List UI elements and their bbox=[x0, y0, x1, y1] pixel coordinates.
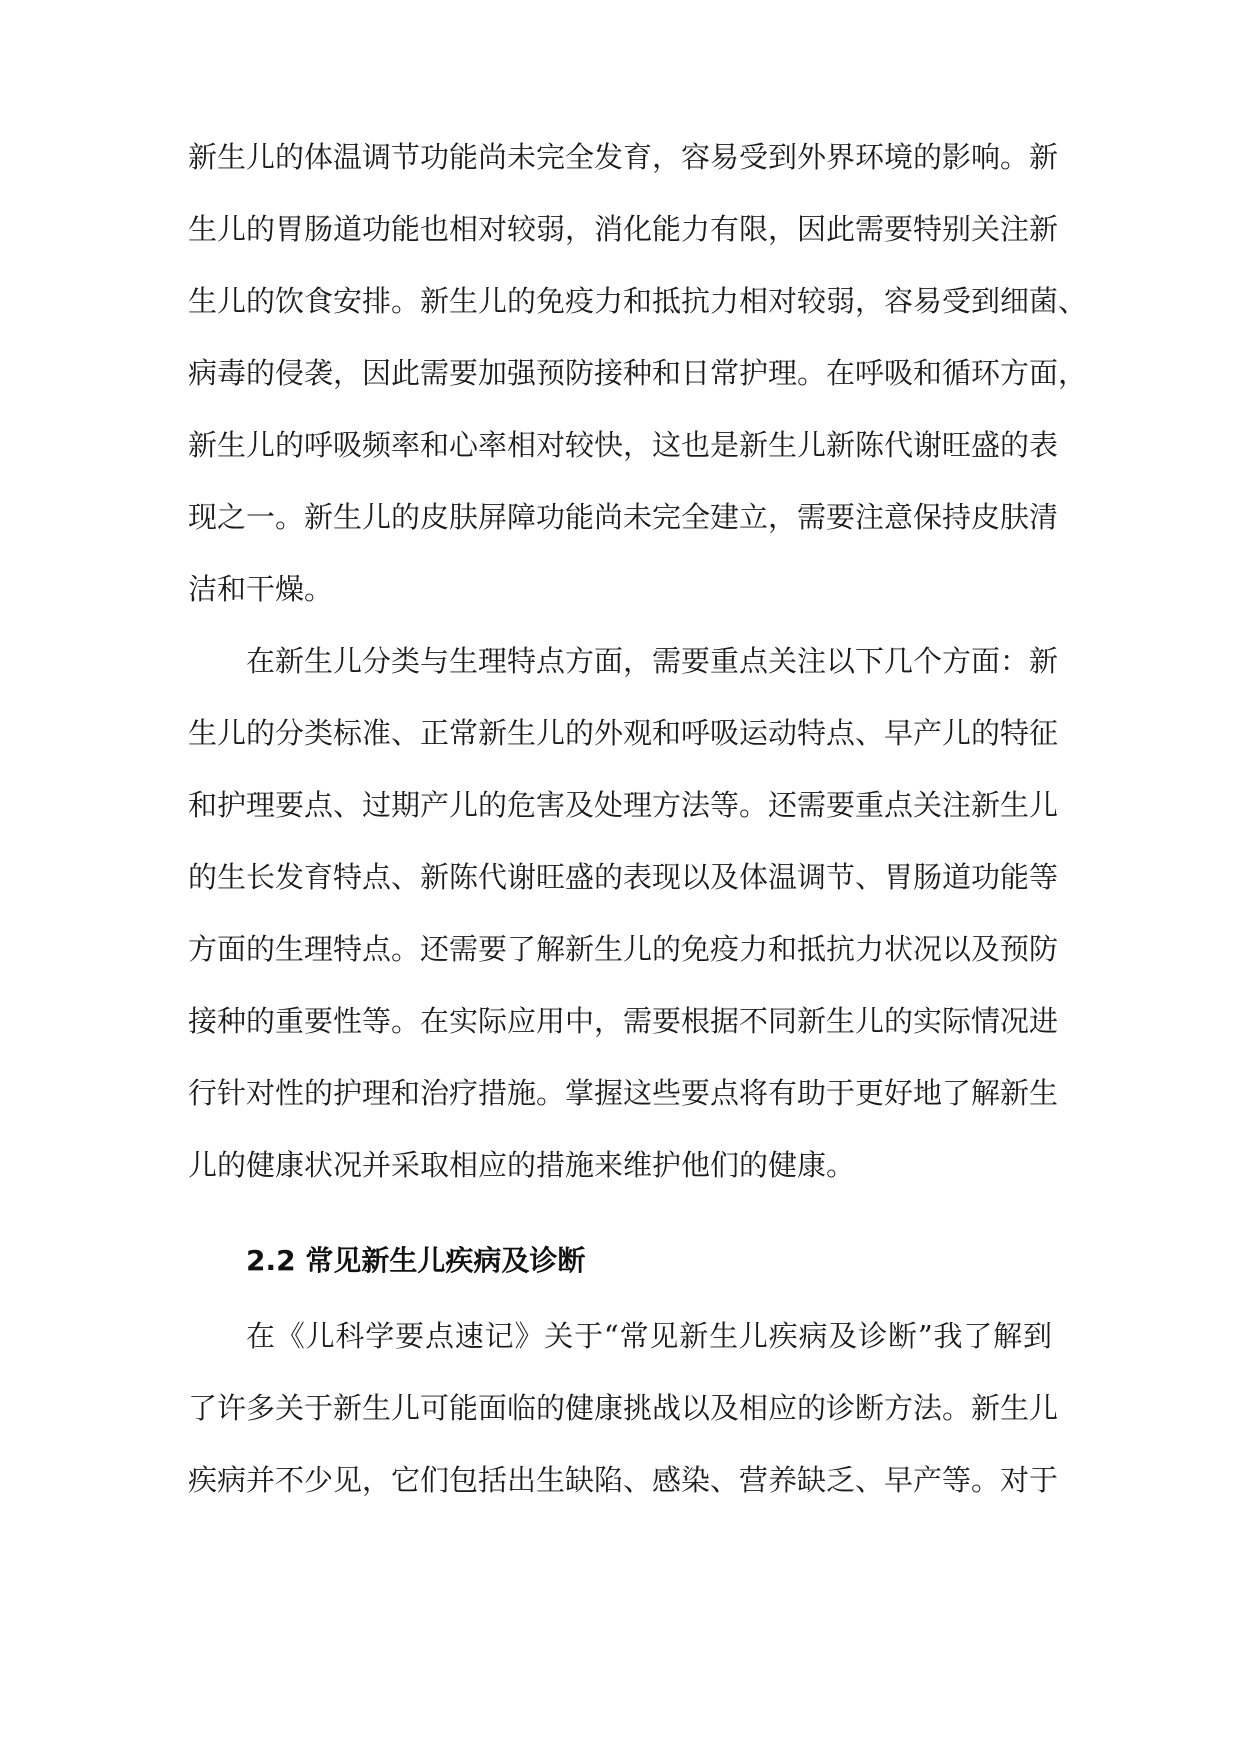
paragraph-line: 生儿的饮食安排。新生儿的免疫力和抵抗力相对较弱，容易受到细菌、 bbox=[188, 284, 1088, 318]
section-heading: 2.2 常见新生儿疾病及诊断 bbox=[246, 1244, 586, 1277]
paragraph-line: 方面的生理特点。还需要了解新生儿的免疫力和抵抗力状况以及预防 bbox=[188, 932, 1059, 966]
paragraph-line: 生儿的分类标准、正常新生儿的外观和呼吸运动特点、早产儿的特征 bbox=[188, 716, 1059, 750]
paragraph-line: 病毒的侵袭，因此需要加强预防接种和日常护理。在呼吸和循环方面， bbox=[188, 356, 1088, 390]
paragraph-line: 在新生儿分类与生理特点方面，需要重点关注以下几个方面：新 bbox=[246, 644, 1059, 678]
paragraph-line: 生儿的胃肠道功能也相对较弱，消化能力有限，因此需要特别关注新 bbox=[188, 212, 1059, 246]
paragraph-line: 儿的健康状况并采取相应的措施来维护他们的健康。 bbox=[188, 1148, 856, 1182]
paragraph-line: 现之一。新生儿的皮肤屏障功能尚未完全建立，需要注意保持皮肤清 bbox=[188, 500, 1059, 534]
paragraph-line: 新生儿的体温调节功能尚未完全发育，容易受到外界环境的影响。新 bbox=[188, 140, 1059, 174]
paragraph-line: 疾病并不少见，它们包括出生缺陷、感染、营养缺乏、早产等。对于 bbox=[188, 1463, 1059, 1497]
paragraph-line: 洁和干燥。 bbox=[188, 572, 334, 606]
paragraph-line: 和护理要点、过期产儿的危害及处理方法等。还需要重点关注新生儿 bbox=[188, 788, 1059, 822]
paragraph-line: 接种的重要性等。在实际应用中，需要根据不同新生儿的实际情况进 bbox=[188, 1004, 1059, 1038]
paragraph-line: 了许多关于新生儿可能面临的健康挑战以及相应的诊断方法。新生儿 bbox=[188, 1391, 1059, 1425]
paragraph-line: 行针对性的护理和治疗措施。掌握这些要点将有助于更好地了解新生 bbox=[188, 1076, 1059, 1110]
paragraph-line: 的生长发育特点、新陈代谢旺盛的表现以及体温调节、胃肠道功能等 bbox=[188, 860, 1059, 894]
paragraph-line: 在《儿科学要点速记》关于“常见新生儿疾病及诊断”我了解到 bbox=[246, 1319, 1052, 1353]
paragraph-line: 新生儿的呼吸频率和心率相对较快，这也是新生儿新陈代谢旺盛的表 bbox=[188, 428, 1059, 462]
